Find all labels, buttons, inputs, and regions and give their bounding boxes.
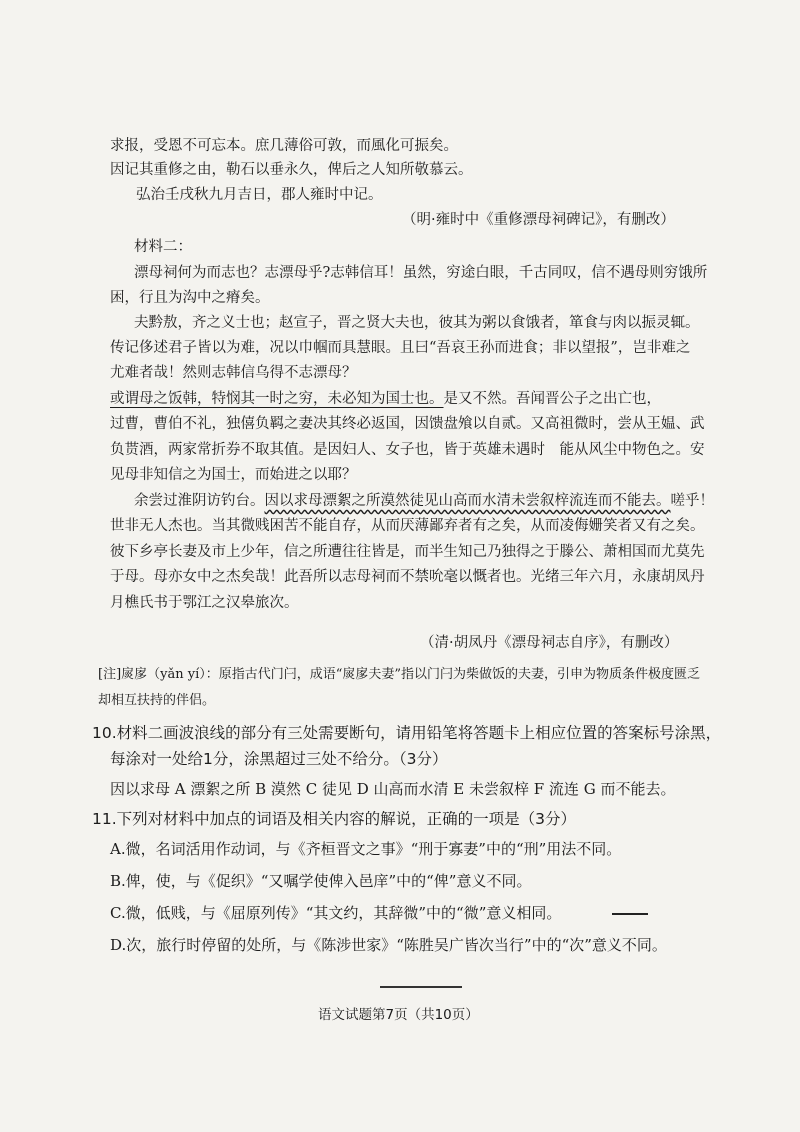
paragraph-3-line-2: 过曹，曹伯不礼，独僖负羁之妻决其终必返国，因馈盘飧以自贰。又高祖微时，尝从王媪、武	[110, 416, 705, 432]
paragraph-4-line-4: 于母。母亦女中之杰矣哉！此吾所以志母祠而不禁吮毫以慨者也。光绪三年六月，永康胡凤丹	[110, 569, 705, 585]
source-citation-2: （清·胡凤丹《漂母祠志自序》，有删改）	[420, 635, 679, 651]
footer-divider	[380, 986, 462, 988]
annotation-line-1: [注]扊扅（yǎn yí）：原指古代门闩，成语“扊扅夫妻”指以门闩为柴做饭的夫妻，引申为物质条件极度匮乏	[98, 667, 701, 682]
paragraph-4-line-3: 彼下乡亭长妻及市上少年，信之所遭往往皆是，而半生知己乃独得之于滕公、萧相国而尤莫先	[110, 544, 705, 560]
underlined-sentence: 或谓母之饭韩，特悯其一时之穷，未必知为国士也。	[110, 391, 444, 407]
question-10-line-2: 每涂对一处给1分，涂黑超过三处不给分。（3分）	[110, 750, 448, 768]
paragraph-3-line-1-rest: 是又不然。吾闻晋公子之出亡也，	[443, 391, 661, 407]
annotation-line-2: 却相互扶持的伴侣。	[98, 693, 216, 708]
paragraph-4-line-2: 世非无人杰也。当其微贱困苦不能自存，从而厌薄鄙弃者有之矣，从而凌侮姗笑者又有之矣。	[110, 518, 705, 534]
passage-line-2: 因记其重修之由，勒石以垂永久，俾后之人知所敬慕云。	[110, 162, 473, 178]
wavy-underlined-passage: 因以求母漂絮之所漠然徒见山高而水清未尝叙梓流连而不能去。	[264, 493, 671, 509]
passage-line-3: 弘治壬戌秋九月吉日，郡人雍时中记。	[136, 187, 383, 203]
paragraph-1-line-2: 困，行且为沟中之瘠矣。	[110, 290, 270, 306]
question-10-line-1: 10.材料二画波浪线的部分有三处需要断句，请用铅笔将答题卡上相应位置的答案标号涂黑，	[92, 724, 722, 742]
paragraph-4-line-1	[134, 490, 714, 512]
source-citation-1: （明·雍时中《重修漂母祠碑记》，有删改）	[402, 212, 675, 228]
paragraph-2-line-1: 夫黔敖，齐之义士也；赵宣子，晋之贤大夫也，彼其为粥以食饿者，箪食与肉以振灵辄。	[134, 315, 700, 331]
question-11-option-b: B.俾，使，与《促织》“又嘱学使俾入邑庠”中的“俾”意义不同。	[110, 872, 532, 890]
material-2-heading: 材料二：	[134, 239, 192, 255]
question-11-stem: 11.下列对材料中加点的词语及相关内容的解说，正确的一项是（3分）	[92, 810, 577, 828]
passage-line-1: 求报，受恩不可忘本。庶几薄俗可敦，而風化可振矣。	[110, 138, 458, 154]
paragraph-2-line-2: 传记侈述君子皆以为难，况以巾帼而具慧眼。且曰“吾哀王孙而进食；非以望报”，岂非难之	[110, 340, 691, 356]
paragraph-4-exclaim: 嗟乎！	[670, 493, 714, 509]
pencil-mark	[612, 913, 648, 915]
paragraph-3-line-3: 负贳酒，两家常折券不取其值。是因妇人、女子也，皆于英雄未遇时 能从风尘中物色之。安	[110, 442, 705, 458]
paragraph-3-line-4: 见母非知信之为国士，而始进之以耶？	[110, 467, 357, 483]
question-11-option-c: C.微，低贱，与《屈原列传》“其文约，其辞微”中的“微”意义相同。	[110, 904, 562, 922]
paragraph-3-line-1	[110, 388, 661, 410]
question-10-options: 因以求母 A 漂絮之所 B 漠然 C 徒见 D 山高而水清 E 未尝叙梓 F 流连 G 而不能去。	[110, 780, 676, 798]
paragraph-4-lead: 余尝过淮阴访钓台。	[134, 493, 265, 509]
paragraph-2-line-3: 尤难者哉！然则志韩信乌得不志漂母？	[110, 365, 357, 381]
page-number-label: 语文试题第7页（共10页）	[318, 1007, 479, 1023]
question-11-option-d: D.次，旅行时停留的处所，与《陈涉世家》“陈胜吴广皆次当行”中的“次”意义不同。	[110, 936, 667, 954]
paragraph-1-line-1: 漂母祠何为而志也？志漂母乎?志韩信耳！虽然，穷途白眼，千古同叹，信不遇母则穷饿所	[134, 265, 708, 281]
question-11-option-a: A.微，名词活用作动词，与《齐桓晋文之事》“刑于寡妻”中的“刑”用法不同。	[110, 840, 622, 858]
paragraph-4-line-5: 月樵氏书于鄂江之汉皋旅次。	[110, 595, 299, 611]
